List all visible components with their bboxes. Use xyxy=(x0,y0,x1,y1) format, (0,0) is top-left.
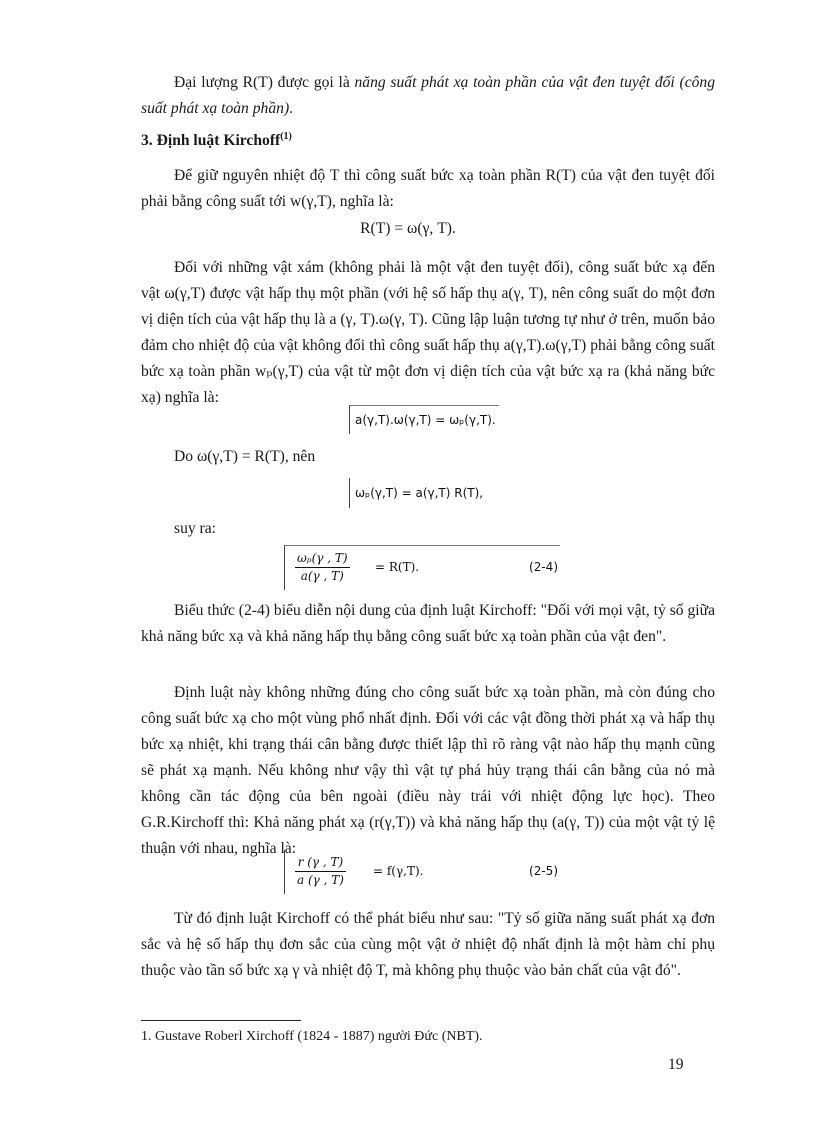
fraction xyxy=(295,550,350,585)
paragraph-intro: Đại lượng R(T) được gọi là năng suất phát xạ toàn phần của vật đen tuyệt đối (công suất phát xạ toàn phần). xyxy=(141,74,716,117)
equation-number: (2-4) xyxy=(529,560,558,574)
fraction-numerator: ωₚ(γ , T) xyxy=(295,550,350,568)
equation-absorption-box: a(γ,T).ω(γ,T) = ωₚ(γ,T). xyxy=(349,405,499,434)
footnote: 1. Gustave Roberl Xirchoff (1824 - 1887) người Đức (NBT). xyxy=(141,1029,483,1044)
page-number: 19 xyxy=(668,1056,684,1073)
equation-2-5 xyxy=(284,850,560,894)
paragraph-suy-ra: suy ra: xyxy=(174,520,217,537)
paragraph-do: Do ω(γ,T) = R(T), nên xyxy=(174,448,316,465)
fraction-denominator: a(γ , T) xyxy=(300,569,344,583)
equation-2-4 xyxy=(284,545,560,590)
equation-rhs: = R(T). xyxy=(375,560,420,574)
paragraph-grey-body: Đối với những vật xám (không phải là một vật đen tuyệt đối), công suất bức xạ đến vật ω(γ,T) được vật hấp thụ một phần (với hệ số hấp thụ a(γ, T), nên công suất do một đơn vị diện tích của vật hấp thụ là a (γ, T).ω(γ, T). Cũng lập luận tương tự như ở trên, muốn bảo đảm cho nhiệt độ của vật không đổi thì công suất hấp thụ a(γ,T).ω(γ,T) phải bằng công suất bức xạ toàn phần wₚ(γ,T) của vật từ một đơn vị diện tích của vật bức xạ ra (khả năng bức xạ) nghĩa là: xyxy=(141,259,715,406)
equation-number: (2-5) xyxy=(529,864,558,878)
equation-emission-box: ωₚ(γ,T) = a(γ,T) R(T), xyxy=(349,478,505,508)
footnote-divider xyxy=(141,1020,301,1021)
paragraph-law-detail: Định luật này không những đúng cho công suất bức xạ toàn phần, mà còn đúng cho công suất bức xạ cho một vùng phổ nhất định. Đối với các vật đồng thời phát xạ và hấp thụ bức xạ nhiệt, khi trạng thái cân bằng được thiết lập thì rõ ràng vật nào hấp thụ mạnh cũng sẽ phát xạ mạnh. Nếu không như vậy thì vật tự phá hủy trạng thái cân bằng của nó mà không cần tác động của bên ngoài (điều này trái với nhiệt động lực học). Theo G.R.Kirchoff thì: Khả năng phát xạ (r(γ,T)) và khả năng hấp thụ (a(γ, T)) của một vật tỷ lệ thuận với nhau, nghĩa là: xyxy=(141,684,715,857)
paragraph-conclusion: Từ đó định luật Kirchoff có thể phát biểu như sau: "Tỷ số giữa năng suất phát xạ đơn sắc và hệ số hấp thụ đơn sắc của cùng một vật ở nhiệt độ nhất định là một hàm chỉ phụ thuộc vào tần số bức xạ γ và nhiệt độ T, mà không phụ thuộc vào bản chất của vật đó". xyxy=(141,910,715,979)
section-heading: 3. Định luật Kirchoff$^{(1)}$ xyxy=(141,131,292,150)
paragraph-expression: Biểu thức (2-4) biểu diễn nội dung của định luật Kirchoff: "Đối với mọi vật, tỷ số giữa khả năng bức xạ và khả năng hấp thụ bằng công suất bức xạ toàn phần của vật đen". xyxy=(141,602,715,645)
fraction-denominator: a (γ , T) xyxy=(297,873,344,887)
equation-r-omega: R(T) = ω(γ, T). xyxy=(360,220,456,237)
fraction xyxy=(295,854,346,889)
fraction-numerator: r (γ , T) xyxy=(295,854,346,872)
paragraph-equilibrium: Để giữ nguyên nhiệt độ T thì công suất bức xạ toàn phần R(T) của vật đen tuyệt đối phải bằng công suất tới w(γ,T), nghĩa là: xyxy=(141,167,715,210)
equation-rhs: = f(γ,T). xyxy=(373,864,424,878)
